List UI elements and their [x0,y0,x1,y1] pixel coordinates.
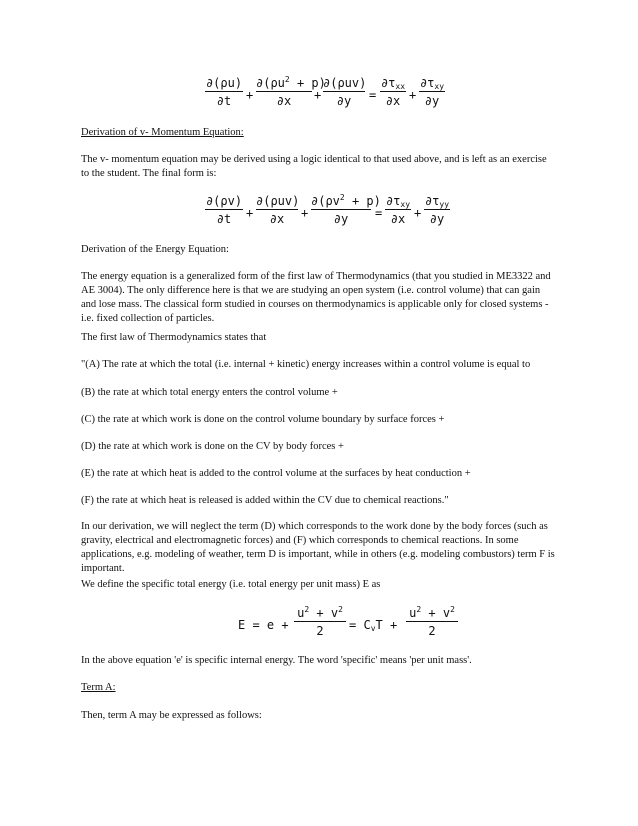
plus-sign: + [246,206,254,220]
item-f: (F) the rate at which heat is released is added within the CV due to chemical reactions." [81,495,449,506]
plus-sign: + [409,88,417,102]
energy-definition-equation [0,606,638,648]
heading-term-a: Term A: [81,682,116,693]
equals-sign: = [375,206,383,220]
eq1-term-5: $\partial\tau_{xy}$ ∂y [419,76,445,108]
eq2-term-2: ∂(ρuv) ∂x [256,194,300,226]
eq2-term-3: $\partial(\rho v^2 + p)$ ∂y [311,193,381,226]
eq3-lhs: E = e + [238,618,289,632]
item-a: "(A) The rate at which the total (i.e. internal + kinetic) energy increases within a control volume is equal to [81,359,531,370]
plus-sign: + [246,88,254,102]
paragraph-term-a: Then, term A may be expressed as follows: [81,710,262,721]
item-b: (B) the rate at which total energy enters the control volume + [81,387,338,398]
plus-sign: + [301,206,309,220]
eq1-term-3: ∂(ρuv) ∂y [323,76,367,108]
y-momentum-equation [0,194,638,236]
paragraph-v-momentum: The v- momentum equation may be derived using a logic identical to that used above, and is left as an exercise to the student. The final form is: [81,154,547,179]
paragraph-neglect: In our derivation, we will neglect the term (D) which corresponds to the work done by the body forces (such as gravity, electrical and electromagnetic forces) and (F) which corresponds to chemical reactions. In some applications, e.g. modeling of weather, term D is important, while in others (e.g. modeling combustors) term F is important. [81,521,555,574]
paragraph-define-energy: We define the specific total energy (i.e. total energy per unit mass) E as [81,579,381,590]
item-c: (C) the rate at which work is done on the control volume boundary by surface forces + [81,414,445,425]
item-d: (D) the rate at which work is done on the CV by body forces + [81,441,344,452]
equals-sign: = [369,88,377,102]
paragraph-specific: In the above equation 'e' is specific internal energy. The word 'specific' means 'per unit mass'. [81,655,472,666]
plus-sign: + [314,88,322,102]
eq1-term-2: $\partial(\rho u^2 + p)$ ∂x [256,75,326,108]
eq2-term-4: $\partial\tau_{xy}$ ∂x [385,194,411,226]
eq3-fraction-1: $u^2 + v^2$ 2 [294,606,346,638]
eq2-term-5: $\partial\tau_{yy}$ ∂y [424,194,450,226]
heading-v-momentum: Derivation of v- Momentum Equation: [81,127,244,138]
paragraph-first-law: The first law of Thermodynamics states that [81,332,267,343]
eq1-term-4: $\partial\tau_{xx}$ ∂x [380,76,406,108]
eq3-middle: = $C_vT$ + [349,618,398,633]
plus-sign: + [414,206,422,220]
heading-energy: Derivation of the Energy Equation: [81,244,229,255]
eq2-term-1: ∂(ρv) ∂t [205,194,243,226]
eq3-fraction-2: $u^2 + v^2$ 2 [406,606,458,638]
eq1-term-1: ∂(ρu) ∂t [205,76,243,108]
x-momentum-equation [0,76,638,118]
paragraph-energy: The energy equation is a generalized form of the first law of Thermodynamics (that you studied in ME3322 and AE 3004). The only difference here is that we are studying an open system (i.e. control volume) that can gain and lose mass. The classical form studied in courses on thermodynamics is applicable only for closed systems - i.e. fixed collection of particles. [81,271,551,324]
item-e: (E) the rate at which heat is added to the control volume at the surfaces by heat conduction + [81,468,471,479]
